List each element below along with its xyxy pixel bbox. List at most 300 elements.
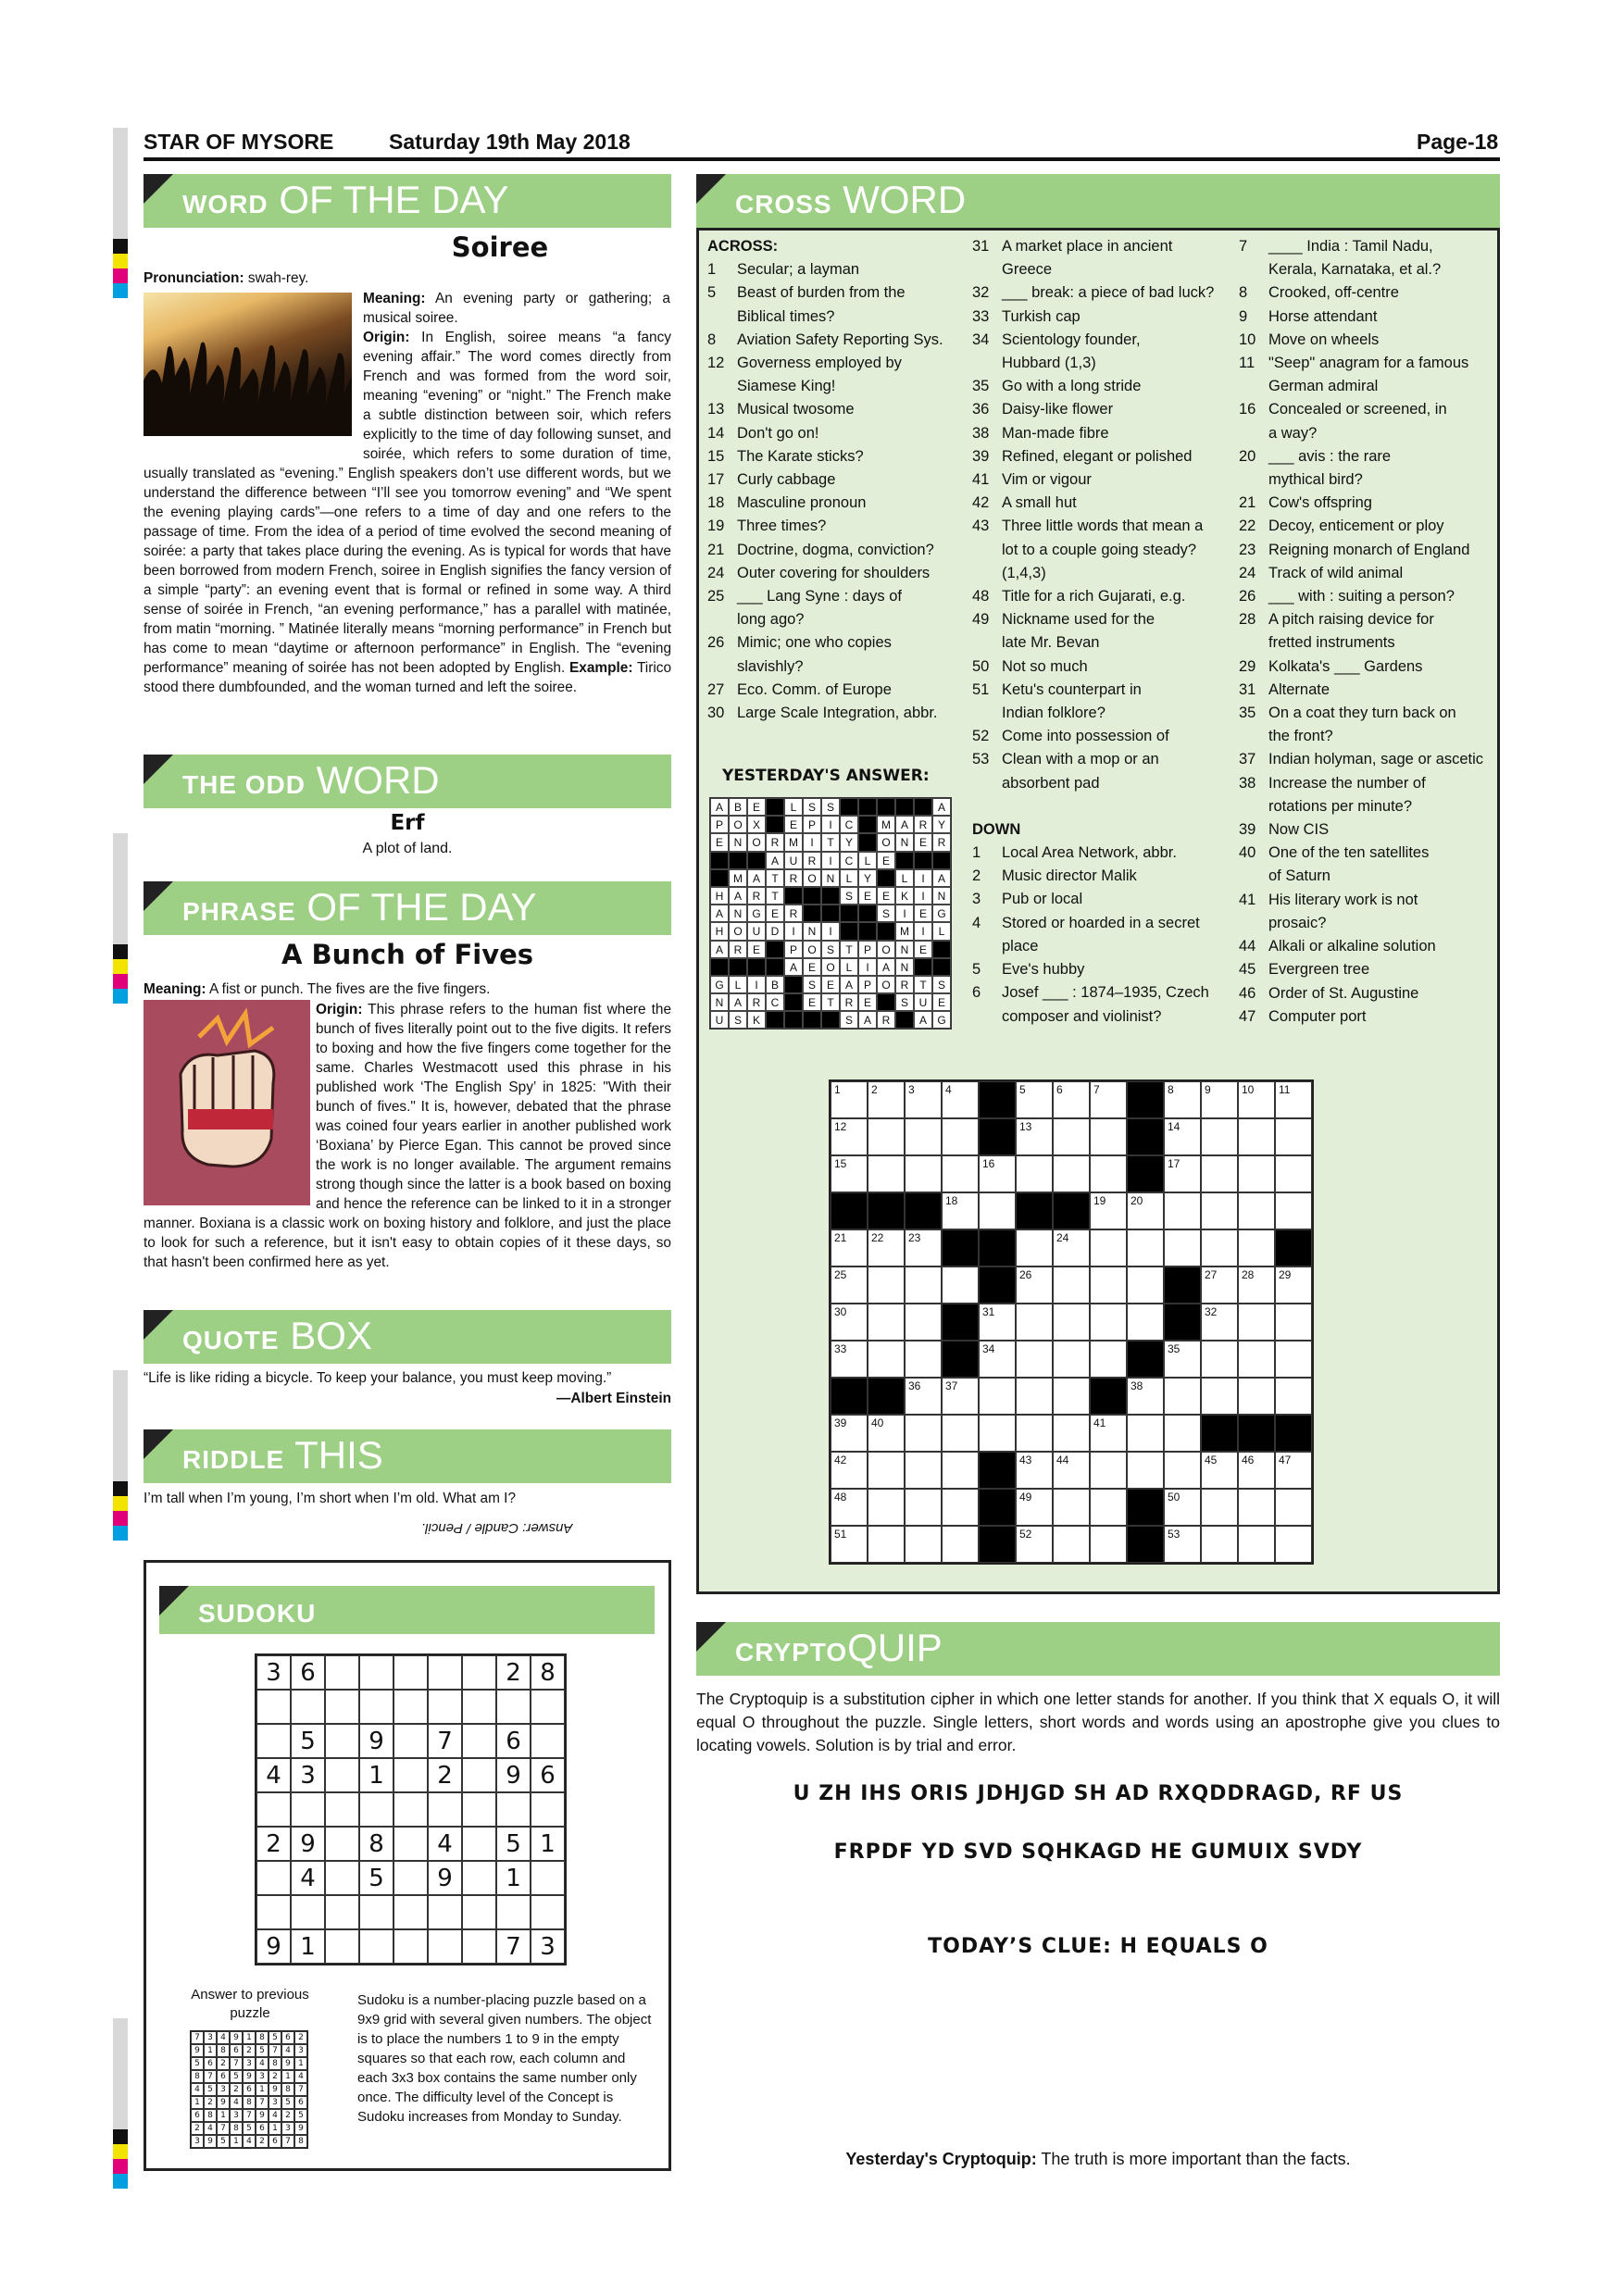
crossword-cell[interactable] [1090,1081,1127,1118]
crossword-cell[interactable] [1090,1267,1127,1304]
crossword-cell[interactable] [905,1378,942,1415]
crossword-cell[interactable] [942,1192,979,1229]
sudoku-cell[interactable] [325,1792,359,1827]
sudoku-cell: 3 [281,2122,294,2135]
crossword-cell[interactable] [831,1415,868,1452]
sudoku-cell[interactable] [256,1861,291,1895]
sudoku-cell[interactable] [256,1792,291,1827]
crossword-cell[interactable] [1090,1341,1127,1378]
crossword-cell[interactable] [1238,1155,1275,1192]
crossword-cell[interactable] [1164,1118,1201,1155]
sudoku-cell[interactable] [325,1827,359,1861]
sudoku-cell[interactable] [531,1690,565,1724]
yesterday-cell: P [803,816,821,833]
crossword-cell[interactable] [1016,1304,1053,1341]
sudoku-cell[interactable] [291,1690,325,1724]
riddle-banner: RIDDLE THIS [144,1429,671,1483]
clue-text: Track of wild animal [1268,564,1404,581]
crossword-cell[interactable] [831,1267,868,1304]
yesterday-cell: E [914,833,932,851]
clue-number [972,539,1002,562]
crossword-cell[interactable] [868,1415,905,1452]
crossword-cell[interactable] [942,1415,979,1452]
crossword-cell[interactable] [1016,1267,1053,1304]
crossword-cell[interactable] [942,1081,979,1118]
sudoku-cell[interactable] [462,1861,496,1895]
sudoku-cell[interactable] [462,1758,496,1792]
sudoku-cell[interactable] [462,1655,496,1690]
crossword-cell[interactable] [831,1452,868,1489]
crossword-cell[interactable] [831,1304,868,1341]
clue-number [972,631,1002,655]
clue-row [972,258,1236,281]
crossword-cell[interactable] [868,1489,905,1526]
yesterday-cell: A [710,941,729,958]
crossword-cell[interactable] [1275,1304,1312,1341]
crossword-cell[interactable] [1238,1118,1275,1155]
clue-row [1239,398,1496,421]
yesterday-cell: S [803,976,821,993]
yesterday-cell [821,887,840,905]
sudoku-cell[interactable] [256,1690,291,1724]
crossword-cell[interactable] [979,1155,1016,1192]
crossword-cell[interactable] [942,1378,979,1415]
yesterday-cell: I [895,905,914,922]
yesterday-cell: A [895,816,914,833]
cell-number: 12 [834,1120,847,1133]
crossword-cell[interactable] [979,1341,1016,1378]
word-of-day-meaning-origin: Meaning: An evening party or gathering; a musical soiree. [363,291,670,326]
sudoku-cell[interactable] [462,1690,496,1724]
crossword-cell[interactable] [868,1452,905,1489]
crossword-cell[interactable] [1127,1267,1164,1304]
sudoku-cell[interactable] [394,1690,428,1724]
yesterday-cell: E [877,887,895,905]
clue-number: 50 [972,657,990,675]
clue-text: ___ break: a piece of bad luck? [1002,284,1215,302]
sudoku-cell[interactable] [325,1690,359,1724]
sudoku-cell: 2 [496,1655,531,1690]
crossword-cell[interactable] [1275,1378,1312,1415]
crossword-cell[interactable] [1164,1155,1201,1192]
sudoku-cell[interactable] [394,1724,428,1758]
sudoku-cell[interactable] [462,1724,496,1758]
crossword-cell[interactable] [831,1489,868,1526]
sudoku-cell[interactable] [531,1895,565,1929]
sudoku-cell[interactable] [531,1792,565,1827]
crossword-cell[interactable] [1090,1155,1127,1192]
yesterday-cell: K [895,887,914,905]
crossword-cell[interactable] [1164,1378,1201,1415]
sudoku-cell: 2 [230,2083,243,2096]
crossword-cell[interactable] [1164,1192,1201,1229]
crossword-cell[interactable] [1090,1415,1127,1452]
crossword-cell[interactable] [1201,1341,1238,1378]
clue-number: 2 [972,867,981,885]
crossword-cell[interactable] [1090,1526,1127,1563]
clue-text: composer and violinist? [1002,1007,1162,1025]
crossword-cell[interactable] [1275,1155,1312,1192]
yesterday-cell: O [747,833,766,851]
clue-number [1239,375,1268,398]
clue-row [1239,562,1496,585]
crossword-cell[interactable] [1016,1415,1053,1452]
sudoku-cell[interactable] [359,1690,394,1724]
crossword-cell[interactable] [1275,1452,1312,1489]
crossword-cell[interactable] [1053,1118,1090,1155]
clue-text: (1,4,3) [1002,564,1046,581]
crossword-cell[interactable] [1090,1489,1127,1526]
clue-number: 27 [707,680,725,698]
crossword-cell[interactable] [1053,1304,1090,1341]
crossword-cell[interactable] [1238,1267,1275,1304]
sudoku-cell[interactable] [428,1655,462,1690]
sudoku-cell[interactable] [394,1929,428,1964]
paper-name: STAR OF MYSORE [144,130,334,154]
crossword-cell[interactable] [831,1118,868,1155]
crossword-cell[interactable] [1164,1229,1201,1267]
crossword-cell[interactable] [868,1267,905,1304]
crossword-cell[interactable] [905,1341,942,1378]
clue-row [972,235,1236,258]
cell-number: 11 [1279,1083,1291,1096]
crossword-cell[interactable] [1238,1341,1275,1378]
clue-row [1239,585,1496,608]
crossword-cell[interactable] [1016,1118,1053,1155]
crossword-cell[interactable] [1053,1081,1090,1118]
sudoku-cell[interactable] [462,1895,496,1929]
crossword-cell[interactable] [1164,1081,1201,1118]
sudoku-cell[interactable] [496,1792,531,1827]
crossword-cell[interactable] [1201,1192,1238,1229]
crossword-cell[interactable] [1164,1489,1201,1526]
sudoku-cell[interactable] [462,1827,496,1861]
crossword-cell[interactable] [831,1341,868,1378]
sudoku-cell[interactable] [531,1724,565,1758]
sudoku-cell: 4 [243,2135,256,2148]
yesterday-cell: I [784,922,803,940]
sudoku-cell: 9 [294,2122,307,2135]
sudoku-cell[interactable] [394,1655,428,1690]
yesterday-cell: S [803,798,821,816]
crossword-cell[interactable] [905,1452,942,1489]
crossword-cell[interactable] [1201,1489,1238,1526]
sudoku-cell: 2 [269,2070,281,2083]
crossword-cell[interactable] [979,1192,1016,1229]
yesterday-cell: M [877,816,895,833]
sudoku-cell[interactable] [428,1792,462,1827]
crossword-cell[interactable] [1275,1118,1312,1155]
sudoku-cell[interactable] [325,1724,359,1758]
crossword-cell[interactable] [905,1489,942,1526]
sudoku-cell[interactable] [496,1895,531,1929]
crossword-cell[interactable] [1016,1378,1053,1415]
sudoku-cell[interactable] [428,1895,462,1929]
cell-number: 23 [908,1231,921,1244]
clue-number: 24 [707,564,725,581]
yesterday-cell: C [840,852,858,869]
sudoku-cell[interactable] [325,1929,359,1964]
crossword-cell[interactable] [1201,1452,1238,1489]
crossword-cell[interactable] [905,1155,942,1192]
margin-gray-bar-4 [113,2018,128,2129]
crossword-cell[interactable] [1201,1155,1238,1192]
clue-row [1239,306,1496,329]
clue-text: Move on wheels [1268,331,1380,348]
sudoku-cell: 5 [191,2057,204,2070]
crossword-cell[interactable] [1275,1341,1312,1378]
clue-row [1239,842,1496,865]
crossword-cell[interactable] [1053,1378,1090,1415]
sudoku-cell: 6 [496,1724,531,1758]
crossword-cell[interactable] [1090,1118,1127,1155]
sudoku-cell[interactable] [291,1895,325,1929]
crossword-cell[interactable] [979,1304,1016,1341]
yesterday-cell: N [932,887,951,905]
crossword-cell[interactable] [1201,1378,1238,1415]
crossword-cell[interactable] [1127,1304,1164,1341]
sudoku-cell[interactable] [496,1690,531,1724]
clue-number [707,655,737,679]
crossword-cell[interactable] [905,1415,942,1452]
crossword-cell[interactable] [831,1526,868,1563]
crossword-black-cell [979,1526,1016,1563]
crossword-cell[interactable] [905,1526,942,1563]
sudoku-cell: 5 [359,1861,394,1895]
crossword-cell[interactable] [1016,1155,1053,1192]
crossword-cell[interactable] [1238,1081,1275,1118]
sudoku-cell[interactable] [256,1724,291,1758]
sudoku-cell[interactable] [359,1655,394,1690]
crossword-cell[interactable] [1164,1452,1201,1489]
clue-text: Siamese King! [737,378,836,395]
crossword-cell[interactable] [831,1081,868,1118]
crossword-cell[interactable] [1053,1526,1090,1563]
cell-number: 51 [834,1528,847,1541]
sudoku-cell[interactable] [462,1792,496,1827]
crossword-cell[interactable] [1238,1229,1275,1267]
crossword-cell[interactable] [942,1118,979,1155]
crossword-cell[interactable] [942,1155,979,1192]
clue-text: Don't go on! [737,424,819,442]
crossword-cell[interactable] [1053,1452,1090,1489]
crossword-cell[interactable] [1164,1526,1201,1563]
clue-row [972,352,1236,375]
yesterday-cell: G [747,905,766,922]
clue-text: Evergreen tree [1268,961,1370,979]
sudoku-cell[interactable] [291,1792,325,1827]
sudoku-cell[interactable] [325,1861,359,1895]
crossword-cell[interactable] [1275,1267,1312,1304]
sudoku-cell[interactable] [359,1929,394,1964]
crossword-cell[interactable] [1275,1526,1312,1563]
crossword-cell[interactable] [868,1304,905,1341]
sudoku-cell: 7 [294,2083,307,2096]
clue-text: Computer port [1268,1007,1367,1025]
crossword-cell[interactable] [1053,1267,1090,1304]
crossword-cell[interactable] [1201,1118,1238,1155]
crossword-cell[interactable] [979,1415,1016,1452]
clue-text: German admiral [1268,378,1379,395]
crossword-cell[interactable] [942,1267,979,1304]
crossword-cell[interactable] [1238,1489,1275,1526]
yesterday-cell: O [877,941,895,958]
crossword-cell[interactable] [1053,1341,1090,1378]
crossword-cell[interactable] [942,1452,979,1489]
odd-word: Erf [390,811,425,835]
sudoku-cell[interactable] [394,1827,428,1861]
crossword-cell[interactable] [1090,1229,1127,1267]
yesterday-cell: A [747,869,766,887]
sudoku-cell[interactable] [428,1690,462,1724]
crossword-cell[interactable] [1238,1526,1275,1563]
clue-row [1239,818,1496,842]
crossword-cell[interactable] [942,1526,979,1563]
crossword-cell[interactable] [905,1267,942,1304]
crossword-cell[interactable] [1127,1378,1164,1415]
crossword-cell[interactable] [1090,1452,1127,1489]
crossword-cell[interactable] [831,1229,868,1267]
odd-word-meaning: A plot of land. [362,841,453,856]
clue-row [972,772,1236,795]
yesterday-cell: O [821,958,840,976]
crossword-black-cell [979,1229,1016,1267]
clue-number: 1 [972,844,981,862]
crossword-cell[interactable] [1016,1229,1053,1267]
crossword-cell[interactable] [1053,1489,1090,1526]
crossword-cell[interactable] [1164,1341,1201,1378]
cell-number: 1 [834,1083,841,1096]
sudoku-cell[interactable] [462,1929,496,1964]
sudoku-cell: 4 [204,2122,217,2135]
crossword-cell[interactable] [831,1155,868,1192]
yesterday-cell: A [710,798,729,816]
crossword-cell[interactable] [905,1118,942,1155]
clue-number: 36 [972,401,990,418]
crossword-cell[interactable] [905,1304,942,1341]
crossword-cell[interactable] [1238,1304,1275,1341]
crossword-cell[interactable] [1016,1526,1053,1563]
crossword-black-cell [1127,1489,1164,1526]
cmyk-strip-2 [113,944,128,1004]
crossword-cell[interactable] [905,1229,942,1267]
crossword-cell[interactable] [942,1489,979,1526]
crossword-cell[interactable] [1127,1415,1164,1452]
sudoku-cell: 5 [496,1827,531,1861]
sudoku-cell[interactable] [531,1861,565,1895]
yesterday-cell: N [729,905,747,922]
clue-text: A pitch raising device for [1268,611,1434,629]
crossword-black-cell [1275,1415,1312,1452]
crossword-cell[interactable] [1016,1489,1053,1526]
crossword-cell[interactable] [1201,1267,1238,1304]
sudoku-cell[interactable] [359,1792,394,1827]
crossword-cell[interactable] [868,1526,905,1563]
sudoku-cell[interactable] [394,1861,428,1895]
yesterday-cell: N [895,958,914,976]
crossword-cell[interactable] [1127,1452,1164,1489]
crossword-cell[interactable] [1164,1415,1201,1452]
crossword-cell[interactable] [1127,1229,1164,1267]
yesterday-cell: T [821,993,840,1011]
crossword-cell[interactable] [979,1378,1016,1415]
crossword-cell[interactable] [1238,1452,1275,1489]
crossword-cell[interactable] [1275,1489,1312,1526]
sudoku-cell[interactable] [256,1895,291,1929]
sudoku-cell: 7 [217,2122,230,2135]
sudoku-cell: 8 [359,1827,394,1861]
crossword-black-cell [1127,1081,1164,1118]
clue-row [1239,281,1496,305]
crossword-cell[interactable] [868,1229,905,1267]
yesterday-cell [766,798,784,816]
clue-number: 49 [972,611,990,629]
clue-number [972,702,1002,725]
crossword-cell[interactable] [1016,1452,1053,1489]
sudoku-cell[interactable] [394,1758,428,1792]
crossword-cell[interactable] [868,1081,905,1118]
crossword-cell[interactable] [1053,1229,1090,1267]
crossword-cell[interactable] [1201,1081,1238,1118]
yesterday-cell: G [932,1011,951,1029]
crossword-cell[interactable] [1090,1192,1127,1229]
crossword-cell[interactable] [868,1118,905,1155]
sudoku-cell: 5 [281,2096,294,2109]
clue-text: Greece [1002,261,1053,279]
crossword-cell[interactable] [1016,1341,1053,1378]
sudoku-cell[interactable] [428,1929,462,1964]
crossword-cell[interactable] [1275,1081,1312,1118]
crossword-cell[interactable] [1201,1526,1238,1563]
cell-number: 32 [1205,1305,1218,1318]
crossword-cell[interactable] [868,1155,905,1192]
crossword-cell[interactable] [1201,1304,1238,1341]
yesterday-cell: L [729,976,747,993]
sudoku-cell[interactable] [325,1895,359,1929]
crossword-cell[interactable] [1127,1192,1164,1229]
sudoku-cell: 1 [269,2122,281,2135]
clue-row [707,539,967,562]
crossword-cell[interactable] [1053,1415,1090,1452]
sudoku-cell[interactable] [325,1758,359,1792]
sudoku-cell: 5 [269,2031,281,2044]
yesterday-cell: T [914,976,932,993]
crossword-cell[interactable] [1016,1081,1053,1118]
sudoku-cell[interactable] [394,1895,428,1929]
crossword-cell[interactable] [1090,1304,1127,1341]
yesterday-cell: N [895,833,914,851]
crossword-cell[interactable] [868,1341,905,1378]
clue-number: 16 [1239,401,1256,418]
sudoku-cell[interactable] [359,1895,394,1929]
across-col1: ACROSS: 1 Secular; a layman 5 Beast of burden from the Biblical times? 8 Aviation Safety Reporting Sys. 12 Governess employed by Siamese King! 13 Musical twosome 14 Don't go on! 15 The Karate sticks? 17 Curly cabbage 18 Masculine pronoun 19 Three times? 21 Doctrine, dogma, conviction? 24 Outer covering for shoulders 25 ___ Lang Syne : days of long ago? 26 Mimic; one who copies slavishly? 27 Eco. Comm. of Europe 30 Large Scale Integration, abbr. [707,235,967,725]
sudoku-cell[interactable] [394,1792,428,1827]
cell-number: 34 [982,1342,995,1355]
yesterday-cell: M [895,922,914,940]
crossword-cell[interactable] [1238,1192,1275,1229]
clue-text: ___ with : suiting a person? [1268,588,1455,605]
crossword-cell[interactable] [1238,1378,1275,1415]
crossword-cell[interactable] [1275,1192,1312,1229]
crossword-cell[interactable] [905,1081,942,1118]
sudoku-cell[interactable] [325,1655,359,1690]
sudoku-cell: 2 [428,1758,462,1792]
clue-row [1239,679,1496,702]
clue-text: A small hut [1002,494,1077,512]
crossword-cell[interactable] [1201,1229,1238,1267]
crossword-cell[interactable] [1053,1155,1090,1192]
cell-number: 24 [1056,1231,1069,1244]
